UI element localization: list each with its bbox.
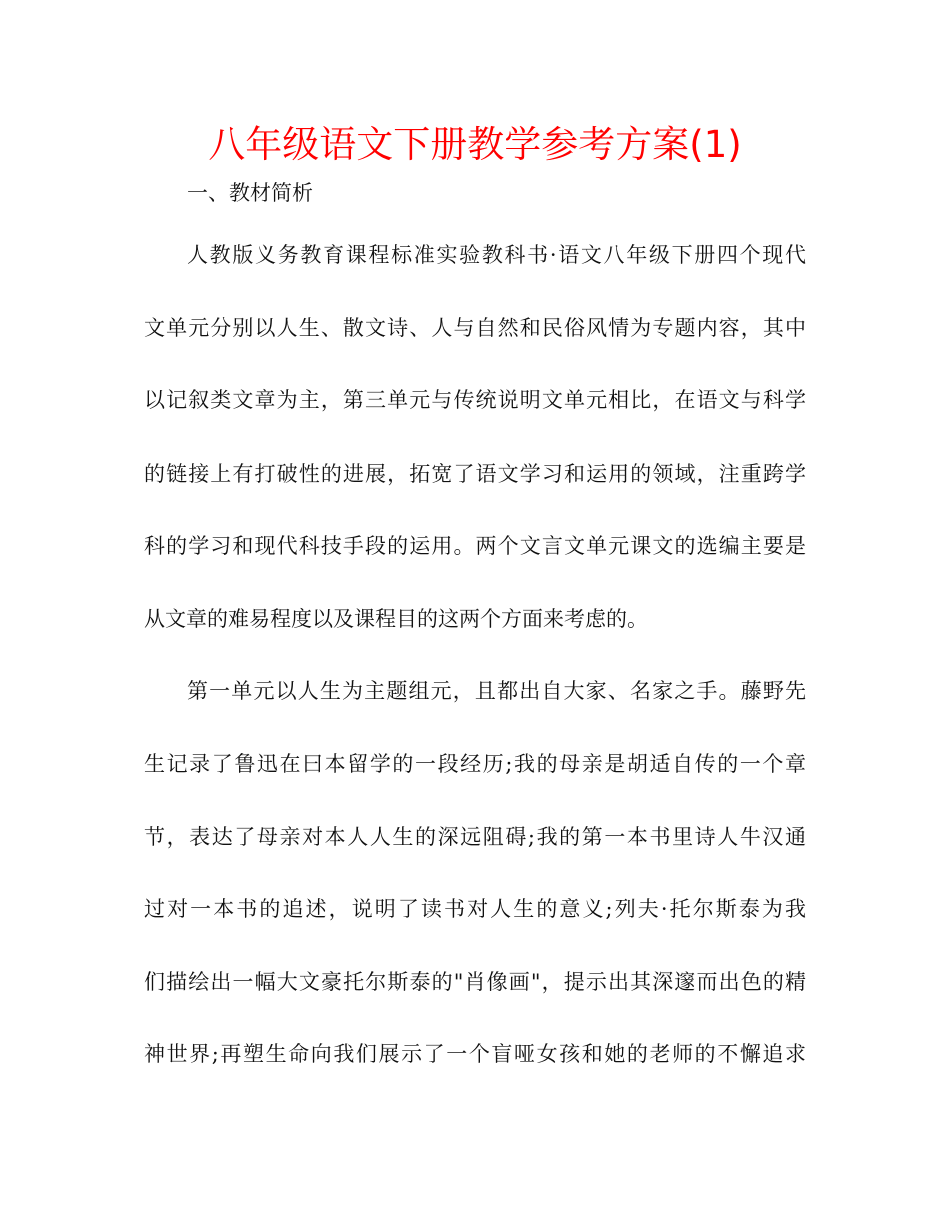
paragraph-line: 从文章的难易程度以及课程目的这两个方面来考虑的。 [144,607,648,631]
paragraph-line: 节，表达了母亲对本人人生的深远阻碍;我的第一本书里诗人牛汉通 [144,825,806,849]
paragraph-line: 文单元分别以人生、散文诗、人与自然和民俗风情为专题内容，其中 [144,316,806,340]
paragraph-line: 以记叙类文章为主，第三单元与传统说明文单元相比，在语文与科学 [144,388,806,412]
section-heading: 一、教材简析 [187,181,313,205]
paragraph-line: 科的学习和现代科技手段的运用。两个文言文单元课文的选编主要是 [144,534,806,558]
paragraph-line: 过对一本书的追述，说明了读书对人生的意义;列夫·托尔斯泰为我 [144,897,806,921]
paragraph-line: 们描绘出一幅大文豪托尔斯泰的"肖像画"，提示出其深邃而出色的精 [144,970,806,994]
paragraph-line: 神世界;再塑生命向我们展示了一个盲哑女孩和她的老师的不懈追求 [144,1042,806,1066]
document-title: 八年级语文下册教学参考方案(1) [208,123,742,166]
paragraph-line: 人教版义务教育课程标准实验教科书·语文八年级下册四个现代 [187,243,806,267]
paragraph-line: 生记录了鲁迅在曰本留学的一段经历;我的母亲是胡适自传的一个章 [144,752,806,776]
paragraph-line: 第一单元以人生为主题组元，且都出自大家、名家之手。藤野先 [187,679,806,703]
paragraph-line: 的链接上有打破性的进展，拓宽了语文学习和运用的领域，注重跨学 [144,462,806,486]
